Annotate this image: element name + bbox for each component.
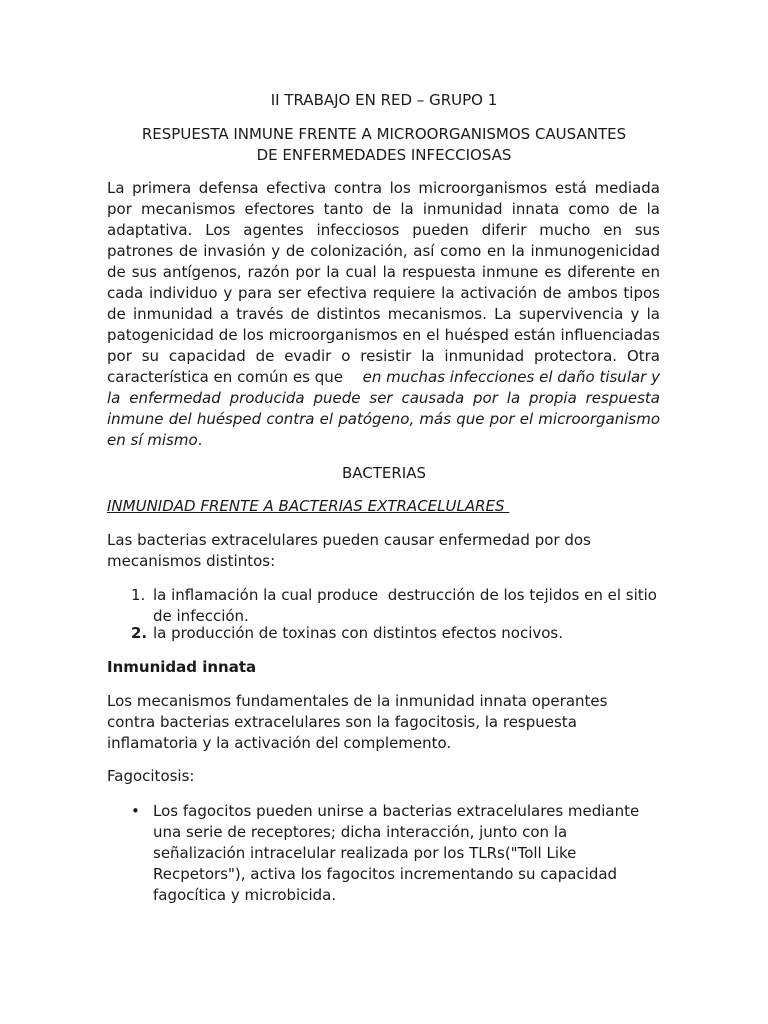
intro-italic: en sí mismo <box>107 431 198 449</box>
intro-line-mixed <box>107 367 660 388</box>
bullet-text-line: fagocítica y microbicida. <box>153 886 337 904</box>
intro-italic-line: la enfermedad producida puede ser causada por la propia respuesta <box>107 389 660 407</box>
intro-italic-line: inmune del huésped contra el patógeno, más que por el microorganismo <box>107 410 660 428</box>
bullet-text-line: Recpetors"), activa los fagocitos incrementando su capacidad <box>153 865 618 883</box>
intro-line: por su capacidad de evadir o resistir la inmunidad protectora. Otra <box>107 347 660 365</box>
intro-line: cada individuo y para ser efectiva requiere la activación de ambos tipos <box>107 284 660 302</box>
bullet-text-line: una serie de receptores; dicha interacción, junto con la <box>153 823 568 841</box>
intro-line: adaptativa. Los agentes infecciosos pueden diferir mucho en sus <box>107 221 660 239</box>
intro-line: de inmunidad a través de distintos mecanismos. La supervivencia y la <box>107 305 660 323</box>
intro-line: patogenicidad de los microorganismos en el huésped están influenciadas <box>107 326 660 344</box>
intro-last-line <box>107 430 660 451</box>
innata-paragraph-line: contra bacterias extracelulares son la fagocitosis, la respuesta <box>107 713 577 731</box>
bullet-text-line: señalización intracelular realizada por los TLRs("Toll Like <box>153 844 577 862</box>
intro-text: característica en común es que <box>107 368 348 386</box>
intro-italic: en muchas infecciones el daño tisular y <box>362 368 660 386</box>
document-subtitle-line-1: RESPUESTA INMUNE FRENTE A MICROORGANISMOS CAUSANTES <box>141 125 627 143</box>
bullet-text-line: Los fagocitos pueden unirse a bacterias extracelulares mediante <box>153 802 640 820</box>
fagocitosis-label: Fagocitosis: <box>107 767 195 785</box>
innata-paragraph-line: inflamatoria y la activación del complemento. <box>107 734 452 752</box>
bullet-marker: • <box>131 802 140 820</box>
heading-innata: Inmunidad innata <box>107 658 257 676</box>
intro-line: patrones de invasión y de colonización, así como en la inmunogenicidad <box>107 242 660 260</box>
list-item-text: la producción de toxinas con distintos efectos nocivos. <box>153 624 564 642</box>
heading-extracelulares-wrap <box>107 496 660 517</box>
ext-paragraph-line: Las bacterias extracelulares pueden causar enfermedad por dos <box>107 531 591 549</box>
list-item-text: la inflamación la cual produce destrucción de los tejidos en el sitio <box>153 586 657 604</box>
innata-paragraph-line: Los mecanismos fundamentales de la inmunidad innata operantes <box>107 692 608 710</box>
intro-text: . <box>197 431 203 449</box>
intro-line: La primera defensa efectiva contra los microorganismos está mediada <box>107 179 660 197</box>
intro-line: por mecanismos efectores tanto de la inmunidad innata como de la <box>107 200 660 218</box>
document-subtitle-line-2: DE ENFERMEDADES INFECCIOSAS <box>256 146 512 164</box>
heading-underline-tail <box>505 497 510 515</box>
intro-line: de sus antígenos, razón por la cual la respuesta inmune es diferente en <box>107 263 660 281</box>
list-marker: 2. <box>131 624 148 642</box>
section-heading-bacterias: BACTERIAS <box>341 464 427 482</box>
list-item-text: de infección. <box>153 607 249 625</box>
heading-extracelulares: INMUNIDAD FRENTE A BACTERIAS EXTRACELULARES <box>107 497 505 515</box>
ext-paragraph-line: mecanismos distintos: <box>107 552 276 570</box>
list-marker: 1. <box>131 586 146 604</box>
document-title: II TRABAJO EN RED – GRUPO 1 <box>270 91 498 109</box>
